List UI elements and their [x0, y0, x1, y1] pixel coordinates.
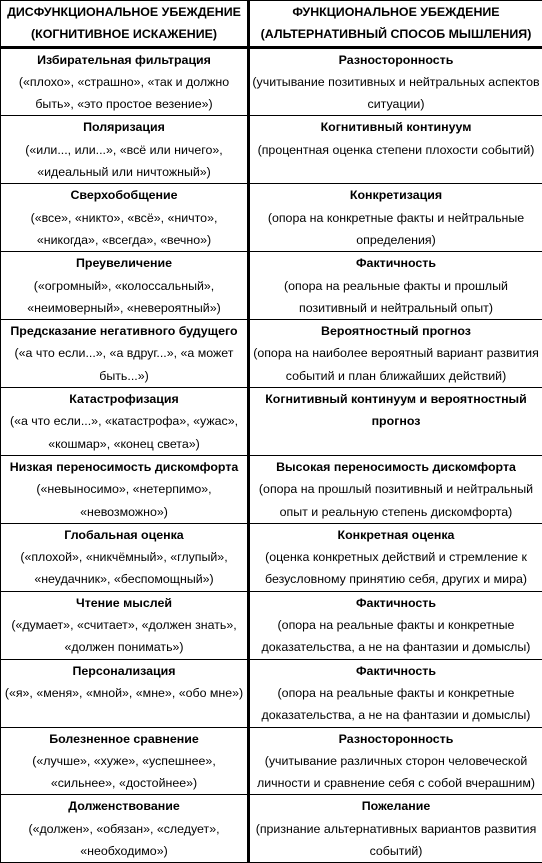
- dysfunctional-belief-title: Избирательная фильтрация: [3, 49, 245, 71]
- functional-belief-description: (опора на прошлый позитивный и нейтральный опыт и реальную степень дискомфорта): [252, 478, 540, 523]
- table-body: [1, 1, 542, 863]
- dysfunctional-belief-examples: («невыносимо», «нетерпимо», «невозможно»): [3, 478, 245, 523]
- dysfunctional-belief-examples: («или..., или...», «всё или ничего», «идеальный или ничтожный»): [3, 139, 245, 184]
- dysfunctional-belief-title: Катастрофизация: [3, 388, 245, 410]
- dysfunctional-belief-examples: («думает», «считает», «должен знать», «должен понимать»): [3, 614, 245, 659]
- functional-belief-cell: [249, 795, 542, 863]
- dysfunctional-belief-cell: [1, 727, 249, 795]
- dysfunctional-belief-title: Долженствование: [3, 795, 245, 817]
- functional-belief-cell: [249, 252, 542, 320]
- functional-belief-description: (учитывание позитивных и нейтральных аспектов ситуации): [252, 71, 540, 116]
- dysfunctional-belief-cell: [1, 795, 249, 863]
- dysfunctional-belief-cell: [1, 116, 249, 184]
- functional-belief-cell: [249, 455, 542, 523]
- functional-belief-title: Конкретизация: [252, 184, 540, 206]
- functional-belief-description: (процентная оценка степени плохости событий): [252, 139, 540, 161]
- functional-belief-title: Когнитивный континуум и вероятностный прогноз: [252, 388, 540, 433]
- dysfunctional-belief-title: Болезненное сравнение: [3, 728, 245, 750]
- dysfunctional-belief-cell: [1, 523, 249, 591]
- functional-belief-cell: [249, 320, 542, 388]
- table-row: [1, 388, 542, 456]
- header-row: [1, 1, 542, 48]
- functional-belief-title: Пожелание: [252, 795, 540, 817]
- functional-belief-title: Разносторонность: [252, 49, 540, 71]
- header-right-line1: ФУНКЦИОНАЛЬНОЕ УБЕЖДЕНИЕ: [252, 1, 540, 23]
- table-row: [1, 727, 542, 795]
- table-row: [1, 47, 542, 116]
- dysfunctional-belief-examples: («а что если...», «а вдруг...», «а может быть...»): [3, 342, 245, 387]
- dysfunctional-belief-cell: [1, 320, 249, 388]
- table-row: [1, 795, 542, 863]
- functional-belief-description: (опора на реальные факты и прошлый позитивный и нейтральный опыт): [252, 275, 540, 320]
- functional-belief-cell: [249, 727, 542, 795]
- functional-belief-title: Фактичность: [252, 660, 540, 682]
- header-left: [1, 1, 249, 48]
- dysfunctional-belief-cell: [1, 591, 249, 659]
- dysfunctional-belief-title: Преувеличение: [3, 252, 245, 274]
- functional-belief-title: Фактичность: [252, 252, 540, 274]
- dysfunctional-belief-title: Персонализация: [3, 660, 245, 682]
- header-left-line2: (КОГНИТИВНОЕ ИСКАЖЕНИЕ): [3, 23, 245, 45]
- table-row: [1, 252, 542, 320]
- functional-belief-description: (опора на реальные факты и конкретные доказательства, а не на фантазии и домыслы): [252, 614, 540, 659]
- table-row: [1, 659, 542, 727]
- table-row: [1, 320, 542, 388]
- dysfunctional-belief-examples: («все», «никто», «всё», «ничто», «никогда», «всегда», «вечно»): [3, 207, 245, 252]
- functional-belief-description: (учитывание различных сторон человеческой личности и сравнение себя с собой вчерашним): [252, 750, 540, 795]
- functional-belief-cell: [249, 388, 542, 456]
- functional-belief-description: (опора на конкретные факты и нейтральные определения): [252, 207, 540, 252]
- dysfunctional-belief-examples: («а что если...», «катастрофа», «ужас», «кошмар», «конец света»): [3, 410, 245, 455]
- dysfunctional-belief-cell: [1, 388, 249, 456]
- functional-belief-title: Конкретная оценка: [252, 524, 540, 546]
- dysfunctional-belief-cell: [1, 659, 249, 727]
- dysfunctional-belief-examples: («плохой», «никчёмный», «глупый», «неудачник», «беспомощный»): [3, 546, 245, 591]
- functional-belief-title: Когнитивный континуум: [252, 116, 540, 138]
- functional-belief-cell: [249, 591, 542, 659]
- functional-belief-description: (опора на реальные факты и конкретные доказательства, а не на фантазии и домыслы): [252, 682, 540, 727]
- dysfunctional-belief-title: Чтение мыслей: [3, 592, 245, 614]
- functional-belief-description: (признание альтернативных вариантов развития событий): [252, 818, 540, 863]
- table-row: [1, 184, 542, 252]
- header-left-line1: ДИСФУНКЦИОНАЛЬНОЕ УБЕЖДЕНИЕ: [3, 1, 245, 23]
- dysfunctional-belief-title: Низкая переносимость дискомфорта: [3, 456, 245, 478]
- functional-belief-title: Фактичность: [252, 592, 540, 614]
- table-row: [1, 116, 542, 184]
- functional-belief-description: (опора на наиболее вероятный вариант развития событий и план ближайших действий): [252, 342, 540, 387]
- dysfunctional-belief-examples: («должен», «обязан», «следует», «необходимо»): [3, 818, 245, 863]
- dysfunctional-belief-examples: («лучше», «хуже», «успешнее», «сильнее», «достойнее»): [3, 750, 245, 795]
- functional-belief-cell: [249, 116, 542, 184]
- table-row: [1, 591, 542, 659]
- functional-belief-cell: [249, 184, 542, 252]
- functional-belief-title: Разносторонность: [252, 728, 540, 750]
- dysfunctional-belief-examples: («огромный», «колоссальный», «неимоверный», «невероятный»): [3, 275, 245, 320]
- functional-belief-cell: [249, 659, 542, 727]
- table-row: [1, 523, 542, 591]
- dysfunctional-belief-cell: [1, 47, 249, 116]
- dysfunctional-belief-title: Поляризация: [3, 116, 245, 138]
- dysfunctional-belief-cell: [1, 455, 249, 523]
- header-right-line2: (АЛЬТЕРНАТИВНЫЙ СПОСОБ МЫШЛЕНИЯ): [252, 23, 540, 45]
- functional-belief-title: Вероятностный прогноз: [252, 320, 540, 342]
- header-right: [249, 1, 542, 48]
- dysfunctional-belief-title: Глобальная оценка: [3, 524, 245, 546]
- dysfunctional-belief-cell: [1, 252, 249, 320]
- functional-belief-description: (оценка конкретных действий и стремление к безусловному принятию себя, других и мира): [252, 546, 540, 591]
- dysfunctional-belief-title: Предсказание негативного будущего: [3, 320, 245, 342]
- functional-belief-title: Высокая переносимость дискомфорта: [252, 456, 540, 478]
- dysfunctional-belief-examples: («я», «меня», «мной», «мне», «обо мне»): [3, 682, 245, 704]
- dysfunctional-belief-examples: («плохо», «страшно», «так и должно быть», «это простое везение»): [3, 71, 245, 116]
- functional-belief-cell: [249, 47, 542, 116]
- table-row: [1, 455, 542, 523]
- dysfunctional-belief-title: Сверхобобщение: [3, 184, 245, 206]
- functional-belief-cell: [249, 523, 542, 591]
- dysfunctional-belief-cell: [1, 184, 249, 252]
